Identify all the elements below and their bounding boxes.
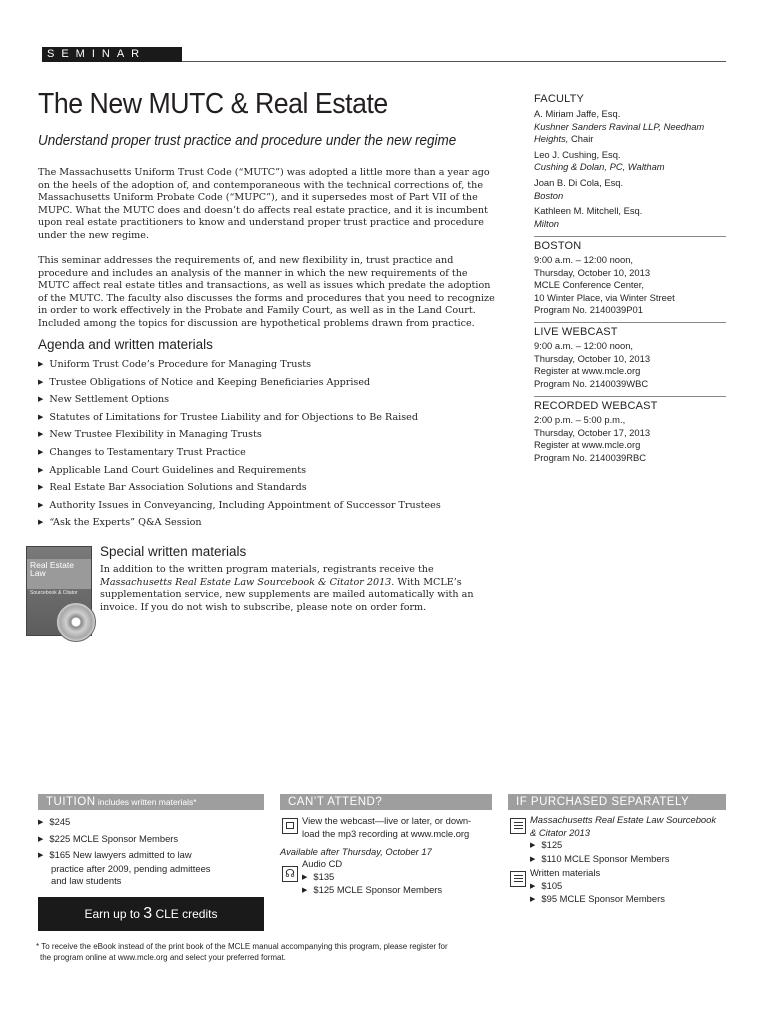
price-item: ▶ $225 MCLE Sponsor Members	[38, 832, 179, 844]
price-item-continued: and law students	[51, 875, 122, 887]
book-cover-title: Real Estate Law	[30, 560, 74, 578]
agenda-heading: Agenda and written materials	[38, 337, 213, 352]
price-item-continued: practice after 2009, pending admittees	[51, 862, 211, 874]
price-item: ▶ $245	[38, 816, 71, 827]
faculty-affiliation: Boston	[534, 189, 564, 201]
document-icon	[510, 871, 526, 887]
page-subtitle: Understand proper trust practice and procedure under the new regime	[38, 133, 457, 149]
price-item: ▶ $165 New lawyers admitted to law	[38, 849, 192, 861]
event-detail: Thursday, October 10, 2013	[534, 266, 651, 278]
faculty-affiliation: Kushner Sanders Ravinal LLP, Needham Heights, Chair	[534, 120, 705, 145]
list-item: ▶ Trustee Obligations of Notice and Keeping Beneficiaries Apprised	[38, 374, 508, 392]
computer-monitor-icon	[282, 818, 298, 834]
list-item: ▶ New Trustee Flexibility in Managing Trusts	[38, 426, 508, 444]
special-materials-text: In addition to the written program materials, registrants receive the Massachusetts Real Estate Law Sourcebook & Citator 2013. With MCLE’s supplementation service, new supplements are mailed automatically with an invoice. If you do not wish to subscribe, please note on order form.	[100, 564, 474, 613]
faculty-name: Kathleen M. Mitchell, Esq.	[534, 205, 643, 217]
live-webcast-heading: LIVE WEBCAST	[534, 326, 618, 338]
event-detail: 10 Winter Place, via Winter Street	[534, 291, 675, 303]
section-divider	[534, 396, 726, 397]
event-detail: Register at www.mcle.org	[534, 365, 641, 377]
intro-paragraph-1: The Massachusetts Uniform Trust Code (“MUTC”) was adopted a little more than a year ago on the heels of the adoption of, and contemporaneous with the technical corrections of, the Massachusetts Uniform Probate Code (“MUPC”), and it supersedes most of Part VII of the MUPC. What the MUTC does and doesn’t do affects real estate practice, and it is incumbent upon real estate practitioners to know and understand proper trust practice and procedure under the new regime.	[38, 167, 490, 241]
list-item: ▶ Real Estate Bar Association Solutions and Standards	[38, 479, 508, 497]
faculty-name: Joan B. Di Cola, Esq.	[534, 176, 624, 188]
list-item: ▶ Authority Issues in Conveyancing, Including Appointment of Successor Trustees	[38, 497, 508, 515]
bullet-triangle-icon: ▶	[38, 395, 44, 404]
webcast-option-text: View the webcast—live or later, or down- load the mp3 recording at www.mcle.org	[302, 815, 472, 839]
program-number: Program No. 2140039WBC	[534, 377, 649, 389]
live-webcast-section	[534, 326, 650, 390]
price-item: ▶ $135	[302, 870, 335, 882]
price-item: ▶ $125	[530, 839, 563, 851]
bullet-triangle-icon: ▶	[38, 447, 44, 456]
bullet-triangle-icon: ▶	[38, 518, 44, 527]
agenda-list	[38, 356, 508, 532]
recorded-webcast-section	[534, 400, 658, 464]
book-cover-subtitle: Sourcebook & Citator	[30, 590, 78, 596]
available-date: Available after Thursday, October 17	[280, 846, 432, 857]
event-detail: 9:00 a.m. – 12:00 noon,	[534, 340, 634, 351]
faculty-name: A. Miriam Jaffe, Esq.	[534, 108, 621, 119]
sourcebook-purchase: Massachusetts Real Estate Law Sourcebook & Citator 2013 ▶ $125 ▶ $110 MCLE Sponsor Members	[530, 814, 716, 866]
bullet-triangle-icon: ▶	[38, 465, 44, 474]
bullet-triangle-icon: ▶	[38, 483, 44, 492]
written-materials-purchase: Written materials ▶ $105 ▶ $95 MCLE Sponsor Members	[530, 867, 665, 907]
intro-paragraph-2: This seminar addresses the requirements of, and new flexibility in, trust practice and procedure and includes an analysis of the manner in which the new requirements of the MUTC affect real estate titles and transactions, as well as issues which predate the adoption of the MUTC. The faculty also discusses the forms and procedures that you need to recognize in order to work effectively in the Probate and Family Court, as well as in the Land Court. Included among the topics for discussion are hypothetical problems drawn from practice.	[38, 255, 495, 329]
bullet-triangle-icon: ▶	[38, 500, 44, 509]
audio-cd-option: Audio CD ▶ $135 ▶ $125 MCLE Sponsor Members	[302, 858, 442, 898]
section-divider	[534, 322, 726, 323]
footnote: * To receive the eBook instead of the print book of the MCLE manual accompanying this program, please register for the program online at www.mcle.org and select your preferred format.	[36, 942, 448, 962]
purchased-separately-header: IF PURCHASED SEPARATELY	[508, 794, 726, 810]
cd-disc-image	[56, 602, 96, 642]
bullet-triangle-icon: ▶	[38, 377, 44, 386]
event-detail: 2:00 p.m. – 5:00 p.m.,	[534, 414, 626, 425]
faculty-affiliation: Cushing & Dolan, PC, Waltham	[534, 161, 665, 173]
program-number: Program No. 2140039RBC	[534, 451, 647, 463]
book-document-icon	[510, 818, 526, 834]
price-item: ▶ $125 MCLE Sponsor Members	[302, 884, 443, 896]
event-detail: Register at www.mcle.org	[534, 439, 641, 451]
page-title: The New MUTC & Real Estate	[38, 88, 388, 120]
list-item: ▶ Statutes of Limitations for Trustee Liability and for Objections to Be Raised	[38, 409, 508, 427]
list-item: ▶ “Ask the Experts” Q&A Session	[38, 514, 508, 532]
price-item: ▶ $95 MCLE Sponsor Members	[530, 893, 665, 905]
faculty-affiliation: Milton	[534, 217, 560, 229]
program-number: Program No. 2140039P01	[534, 304, 643, 316]
price-item: ▶ $110 MCLE Sponsor Members	[530, 852, 670, 864]
list-item: ▶ New Settlement Options	[38, 391, 508, 409]
list-item: ▶ Changes to Testamentary Trust Practice	[38, 444, 508, 462]
tuition-header: TUITION includes written materials*	[38, 794, 264, 810]
event-detail: 9:00 a.m. – 12:00 noon,	[534, 254, 634, 265]
bullet-triangle-icon: ▶	[38, 430, 44, 439]
faculty-section	[534, 93, 714, 230]
cant-attend-header: CAN’T ATTEND?	[280, 794, 492, 810]
recorded-webcast-heading: RECORDED WEBCAST	[534, 400, 658, 412]
boston-section	[534, 240, 675, 317]
special-materials-heading: Special written materials	[100, 544, 247, 559]
bullet-triangle-icon: ▶	[38, 360, 44, 368]
event-detail: Thursday, October 17, 2013	[534, 426, 651, 438]
faculty-name: Leo J. Cushing, Esq.	[534, 148, 621, 160]
list-item: ▶ Uniform Trust Code’s Procedure for Managing Trusts	[38, 356, 508, 374]
tuition-prices	[38, 816, 210, 888]
headphones-icon: ☊	[282, 866, 298, 882]
seminar-label: SEMINAR	[42, 47, 182, 62]
top-rule	[182, 61, 726, 62]
faculty-heading: FACULTY	[534, 93, 585, 105]
price-item: ▶ $105	[530, 879, 563, 891]
cle-credits-banner: Earn up to 3 CLE credits	[38, 897, 264, 931]
event-detail: MCLE Conference Center,	[534, 279, 644, 291]
boston-heading: BOSTON	[534, 240, 582, 252]
event-detail: Thursday, October 10, 2013	[534, 352, 651, 364]
list-item: ▶ Applicable Land Court Guidelines and Requirements	[38, 462, 508, 480]
bullet-triangle-icon: ▶	[38, 412, 44, 421]
section-divider	[534, 236, 726, 237]
